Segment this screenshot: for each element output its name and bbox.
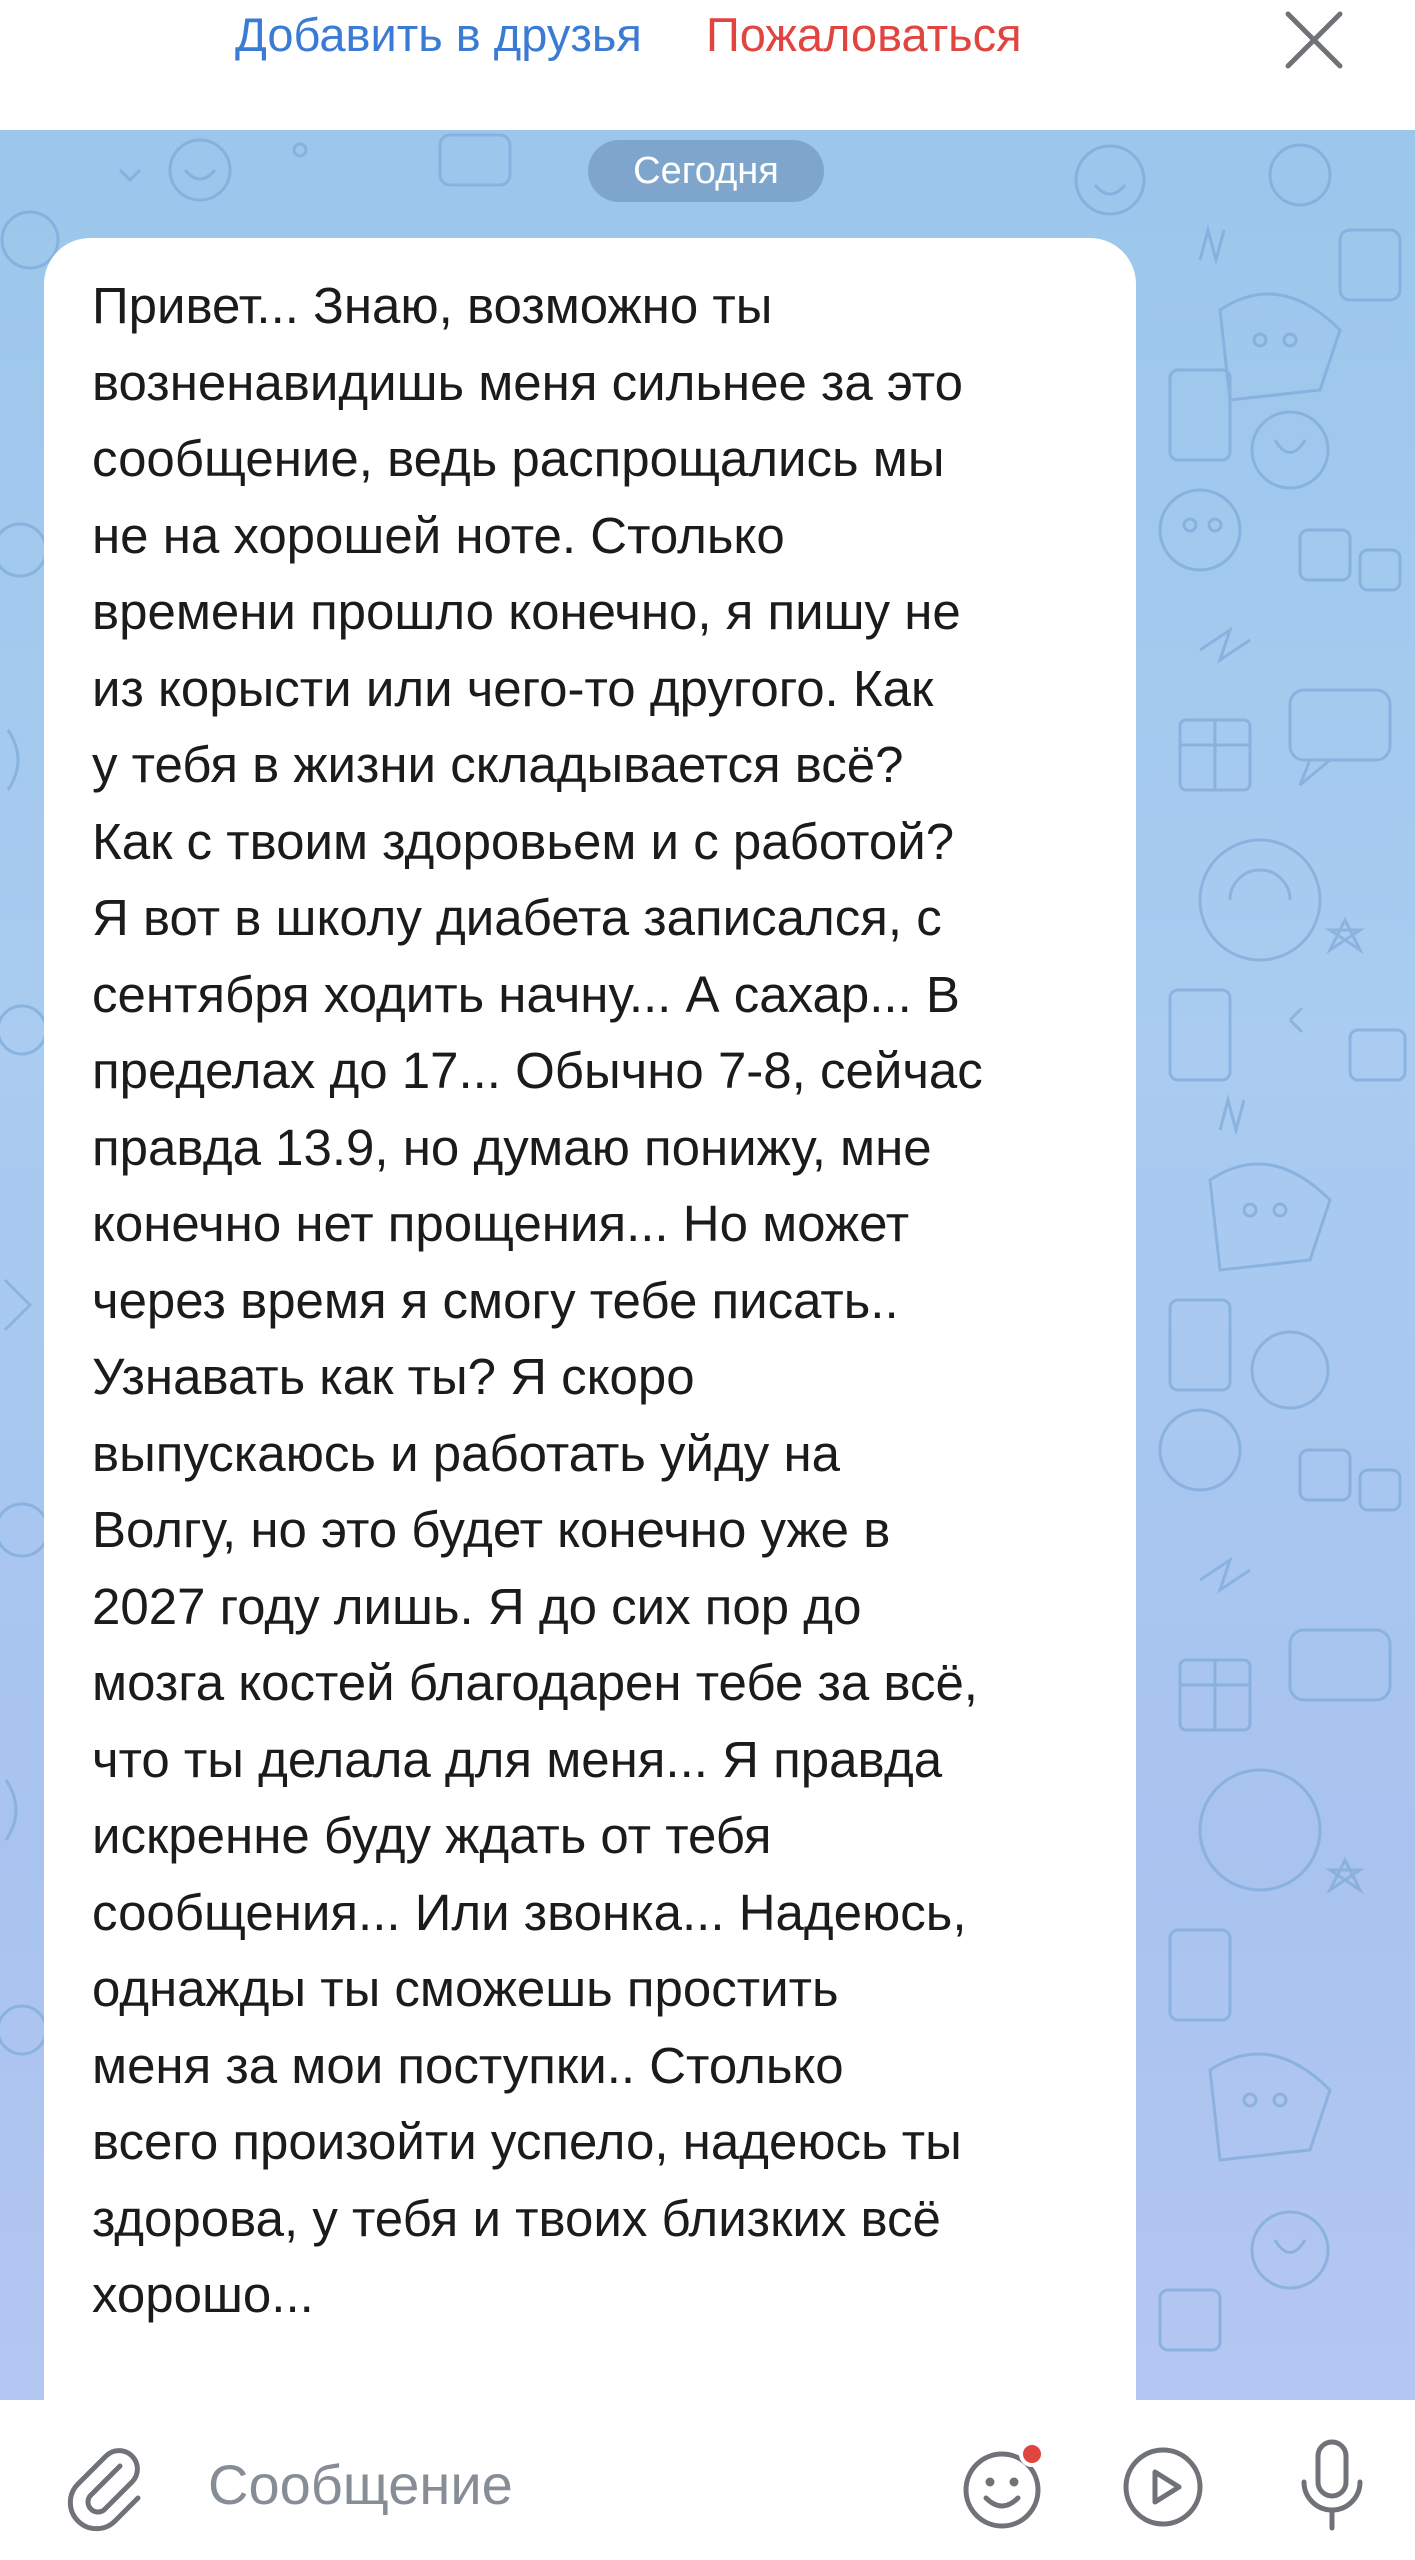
message-line: правда 13.9, но думаю понижу, мне bbox=[92, 1118, 932, 1176]
message-line: Узнавать как ты? Я скоро bbox=[92, 1348, 695, 1405]
message-line: искренне буду ждать от тебя bbox=[92, 1807, 772, 1864]
close-icon[interactable] bbox=[1278, 4, 1350, 76]
chat-area[interactable] bbox=[0, 130, 1415, 2400]
date-separator: Сегодня bbox=[588, 140, 824, 202]
message-line: Волгу, но это будет конечно уже в bbox=[92, 1501, 891, 1558]
top-bar bbox=[0, 0, 1415, 130]
message-input[interactable] bbox=[208, 2444, 908, 2524]
message-line: всего произойти успело, надеюсь ты bbox=[92, 2113, 962, 2170]
message-line: 2027 году лишь. Я до сих пор до bbox=[92, 1577, 862, 1635]
message-line: Я вот в школу диабета записался, с bbox=[92, 889, 942, 946]
message-line: из корысти или чего-то другого. Как bbox=[92, 659, 934, 717]
message-line: у тебя в жизни складывается всё? bbox=[92, 736, 904, 793]
report-link[interactable]: Пожаловаться bbox=[706, 8, 1022, 61]
message-line: здорова, у тебя и твоих близких всё bbox=[92, 2189, 941, 2247]
message-line: выпускаюсь и работать уйду на bbox=[92, 1424, 840, 1482]
microphone-icon[interactable] bbox=[1296, 2436, 1368, 2534]
message-bubble[interactable] bbox=[44, 238, 1136, 2470]
message-line: Привет... Знаю, возможно ты bbox=[92, 277, 773, 334]
add-friend-link[interactable]: Добавить в друзья bbox=[235, 8, 642, 61]
message-line: сообщения... Или звонка... Надеюсь, bbox=[92, 1883, 967, 1941]
message-line: что ты делала для меня... Я правда bbox=[92, 1730, 943, 1788]
message-line: хорошо... bbox=[92, 2266, 314, 2323]
paperclip-icon[interactable] bbox=[58, 2440, 148, 2530]
message-line: однажды ты сможешь простить bbox=[92, 1960, 839, 2017]
message-line: через время я смогу тебе писать.. bbox=[92, 1271, 899, 1329]
message-line: Как с твоим здоровьем и с работой? bbox=[92, 812, 955, 870]
message-line: не на хорошей ноте. Столько bbox=[92, 506, 785, 564]
message-line: меня за мои поступки.. Столько bbox=[92, 2036, 844, 2094]
notification-dot bbox=[1021, 2443, 1043, 2465]
message-composer bbox=[0, 2400, 1415, 2560]
play-icon[interactable] bbox=[1120, 2444, 1206, 2530]
emoji-icon[interactable] bbox=[958, 2440, 1050, 2532]
message-line: времени прошло конечно, я пишу не bbox=[92, 583, 961, 640]
message-line: возненавидишь меня сильнее за это bbox=[92, 353, 963, 411]
message-line: сентября ходить начну... А сахар... В bbox=[92, 965, 960, 1023]
message-line: конечно нет прощения... Но может bbox=[92, 1195, 910, 1252]
message-line: пределах до 17... Обычно 7-8, сейчас bbox=[92, 1042, 983, 1099]
message-line: сообщение, ведь распрощались мы bbox=[92, 430, 945, 487]
message-text bbox=[92, 268, 1132, 2334]
message-line: мозга костей благодарен тебе за всё, bbox=[92, 1654, 978, 1711]
